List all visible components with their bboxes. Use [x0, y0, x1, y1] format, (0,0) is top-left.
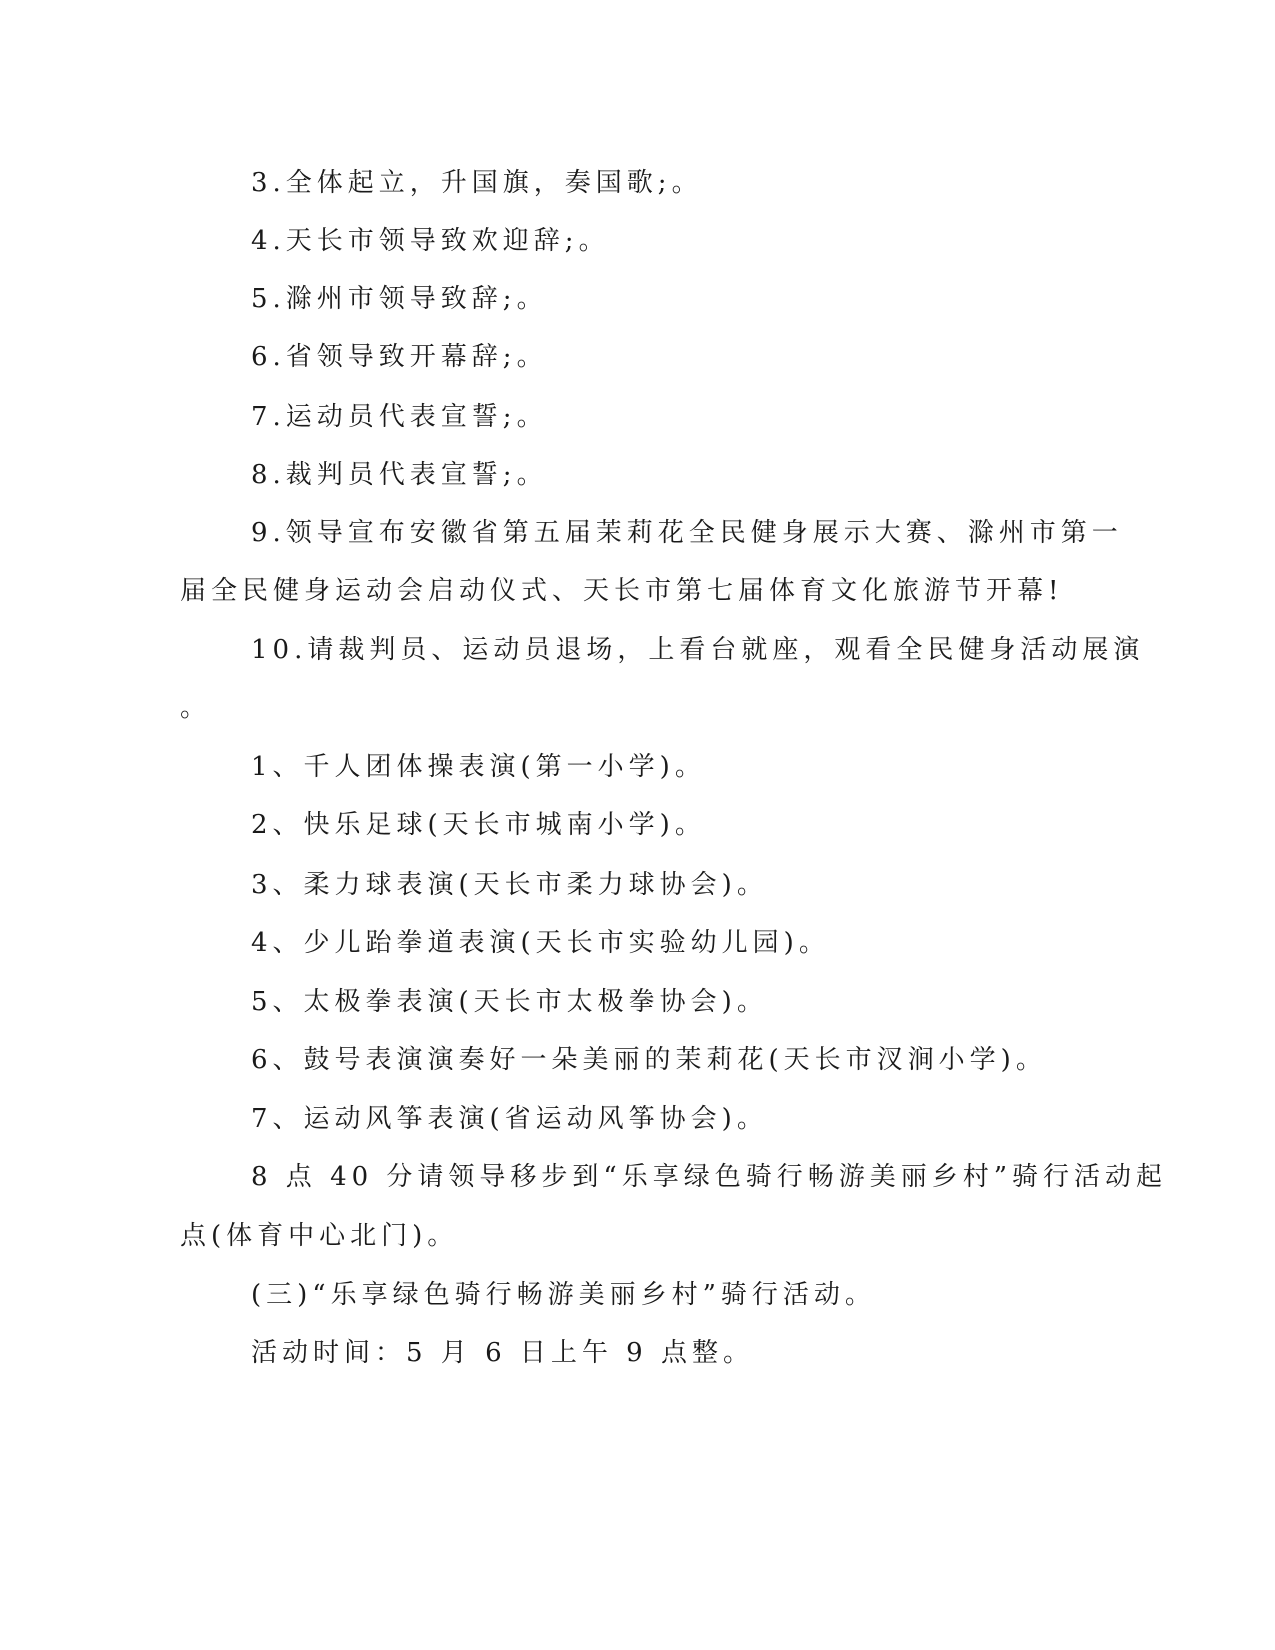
performance-item-3: 3、柔力球表演(天长市柔力球协会)。: [251, 870, 768, 900]
paragraph-item-6: 6.省领导致开幕辞;。: [251, 342, 548, 372]
activity-time: 活动时间：5 月 6 日上午 9 点整。: [251, 1338, 754, 1368]
paragraph-item-9-line-1: 9.领导宣布安徽省第五届茉莉花全民健身展示大赛、滁州市第一: [251, 518, 1123, 548]
performance-item-2: 2、快乐足球(天长市城南小学)。: [251, 810, 706, 840]
performance-item-6: 6、鼓号表演演奏好一朵美丽的茉莉花(天长市汊涧小学)。: [251, 1045, 1047, 1075]
paragraph-item-4: 4.天长市领导致欢迎辞;。: [251, 226, 610, 256]
paragraph-item-10-line-2: 。: [180, 693, 212, 723]
performance-item-7: 7、运动风筝表演(省运动风筝协会)。: [251, 1104, 768, 1134]
paragraph-item-8: 8.裁判员代表宣誓;。: [251, 460, 548, 490]
performance-item-4: 4、少儿跆拳道表演(天长市实验幼儿园)。: [251, 928, 830, 958]
paragraph-item-10-line-1: 10.请裁判员、运动员退场，上看台就座，观看全民健身活动展演: [251, 635, 1145, 665]
performance-item-5: 5、太极拳表演(天长市太极拳协会)。: [251, 987, 768, 1017]
performance-item-1: 1、千人团体操表演(第一小学)。: [251, 752, 706, 782]
paragraph-item-7: 7.运动员代表宣誓;。: [251, 402, 548, 432]
schedule-note-line-1: 8 点 40 分请领导移步到“乐享绿色骑行畅游美丽乡村”骑行活动起: [251, 1162, 1168, 1192]
schedule-note-line-2: 点(体育中心北门)。: [180, 1221, 459, 1251]
section-heading-3: (三)“乐享绿色骑行畅游美丽乡村”骑行活动。: [251, 1280, 876, 1310]
paragraph-item-5: 5.滁州市领导致辞;。: [251, 284, 548, 314]
paragraph-item-9-line-2: 届全民健身运动会启动仪式、天长市第七届体育文化旅游节开幕!: [180, 576, 1064, 606]
paragraph-item-3: 3.全体起立，升国旗，奏国歌;。: [251, 168, 703, 198]
